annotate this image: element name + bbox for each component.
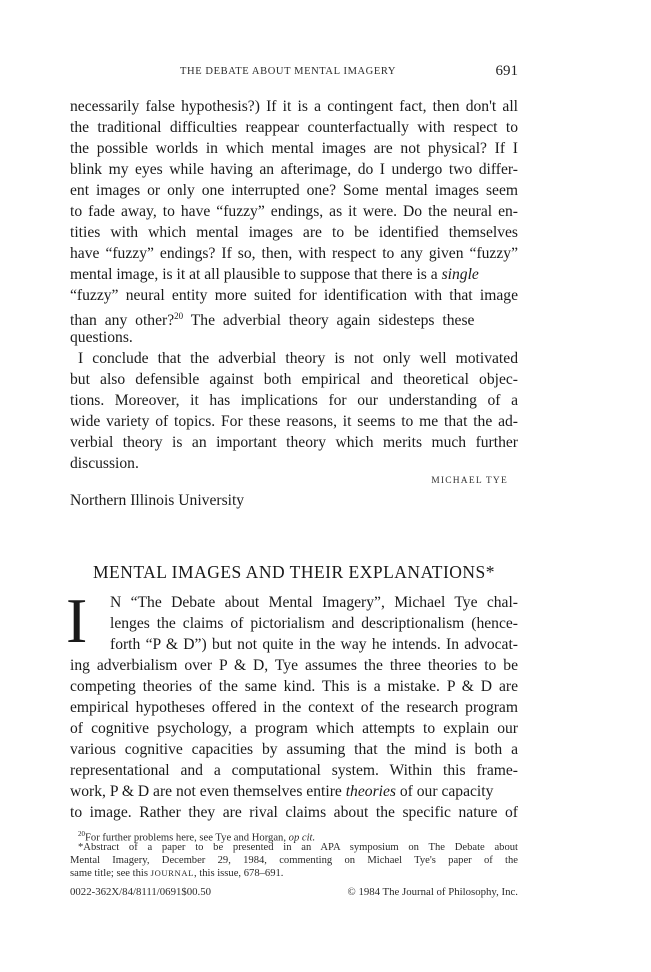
text-fragment: mental image, is it at all plausible to suppose that there is a: [70, 266, 438, 283]
italic-word: theories: [345, 783, 396, 800]
text-line: to fade away, to have “fuzzy” endings, as it were. Do the neural en-: [70, 203, 518, 220]
text-line: the possible worlds in which mental images are not physical? If I: [70, 140, 518, 157]
text-fragment: than any other?: [70, 312, 175, 330]
text-line: tions. Moreover, it has implications for our understanding of a: [70, 392, 518, 409]
text-line: empirical hypotheses offered in the context of the research program: [70, 699, 518, 716]
italic-word: single: [441, 266, 479, 283]
footnote-text: same title; see this: [70, 868, 148, 879]
text-line: [70, 264, 518, 285]
text-line: various cognitive capacities by assuming that the mind is both a: [70, 741, 518, 758]
footnote-text: , this issue, 678–691.: [193, 868, 284, 879]
text-line: to image. Rather they are rival claims about the specific nature of: [70, 804, 518, 821]
author-affiliation: Northern Illinois University: [70, 492, 245, 509]
text-line: competing theories of the same kind. This is a mistake. P & D are: [70, 678, 518, 695]
text-line: verbial theory is an important theory which merits much further: [70, 434, 518, 451]
footnote-italic: op cit.: [288, 832, 316, 844]
footnote-star-line: [70, 867, 518, 880]
footnote-marker: 20: [78, 830, 85, 838]
footnote-star-line: Mental Imagery, December 29, 1984, commenting on Michael Tye's paper of the: [70, 855, 518, 866]
text-line: of cognitive psychology, a program which attempts to explain our: [70, 720, 518, 737]
text-line: ing adverbialism over P & D, Tye assumes the three theories to be: [70, 657, 518, 674]
running-title: THE DEBATE ABOUT MENTAL IMAGERY: [180, 66, 397, 77]
footnote-20: [78, 828, 526, 844]
text-line: [70, 306, 518, 330]
copyright-notice: © 1984 The Journal of Philosophy, Inc.: [347, 886, 518, 898]
text-line: ent images or only one interrupted one? Some mental images seem: [70, 182, 518, 199]
text-line: blink my eyes while having an afterimage, do I undergo two differ-: [70, 161, 518, 178]
text-line: forth “P & D”) but not quite in the way he intends. In advocat-: [110, 636, 518, 653]
text-line: [70, 781, 518, 802]
text-fragment: The adverbial theory again sidesteps these: [183, 312, 475, 330]
text-line: wide variety of topics. For these reasons, it seems to me that the ad-: [70, 413, 518, 430]
text-line: discussion.: [70, 455, 139, 472]
drop-cap: I: [66, 585, 88, 656]
footnote-text: For further problems here, see Tye and Horgan,: [85, 832, 286, 844]
text-line: questions.: [70, 329, 133, 346]
footnote-star-line: *Abstract of a paper to be presented in an APA symposium on The Debate about: [78, 842, 518, 853]
text-fragment: of our capacity: [395, 783, 494, 800]
text-line: have “fuzzy” endings? If so, then, with respect to any given “fuzzy”: [70, 245, 518, 262]
journal-smallcaps: JOURNAL: [150, 868, 194, 878]
text-line: N “The Debate about Mental Imagery”, Michael Tye chal-: [110, 594, 518, 611]
text-line: the traditional difficulties reappear counterfactually with respect to: [70, 119, 518, 136]
footnote-marker: 20: [174, 311, 184, 321]
text-fragment: work, P & D are not even themselves entire: [70, 783, 342, 800]
text-line: lenges the claims of pictorialism and descriptionalism (hence-: [110, 615, 518, 632]
text-line: tities with which mental images are to be identified themselves: [70, 224, 518, 241]
page-number: 691: [495, 63, 518, 79]
text-line: necessarily false hypothesis?) If it is a contingent fact, then don't all: [70, 98, 518, 115]
text-line: I conclude that the adverbial theory is not only well motivated: [78, 350, 518, 367]
author-signature: MICHAEL TYE: [431, 476, 508, 486]
article-title: MENTAL IMAGES AND THEIR EXPLANATIONS*: [92, 562, 496, 582]
text-line: but also defensible against both empirical and theoretical objec-: [70, 371, 518, 388]
publication-code: 0022-362X/84/8111/0691$00.50: [70, 886, 212, 898]
text-line: “fuzzy” neural entity more suited for identification with that image: [70, 287, 518, 304]
text-line: representational and a computational system. Within this frame-: [70, 762, 518, 779]
